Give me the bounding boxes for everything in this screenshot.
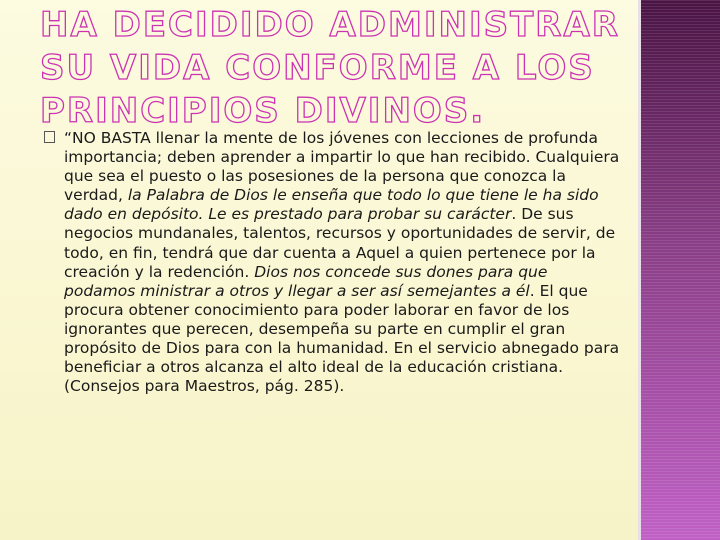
panel-stripe (641, 534, 720, 535)
italic-segment: Dios nos concede sus dones para que podamos ministrar a otros y llegar a ser así semejantes a él (64, 262, 548, 300)
panel-stripe (641, 375, 720, 376)
panel-stripe (641, 222, 720, 223)
panel-stripe (641, 345, 720, 346)
panel-stripe (641, 96, 720, 97)
panel-stripe (641, 423, 720, 424)
panel-stripe (641, 192, 720, 193)
panel-stripe (641, 441, 720, 442)
panel-stripe (641, 402, 720, 403)
panel-stripe (641, 507, 720, 508)
panel-stripe (641, 357, 720, 358)
panel-stripe (641, 30, 720, 31)
panel-stripe (641, 153, 720, 154)
panel-stripe (641, 267, 720, 268)
panel-stripe (641, 123, 720, 124)
panel-stripe (641, 171, 720, 172)
panel-stripe (641, 414, 720, 415)
panel-stripe (641, 138, 720, 139)
panel-stripe (641, 132, 720, 133)
text-segment: . De sus negocios mundanales, talentos, recursos y oportunidades de servir, de todo, en fin, tendrá que dar cuenta a Aquel a quien pertenece por la creación y la redención. (64, 205, 616, 281)
panel-stripe (641, 372, 720, 373)
panel-stripe (641, 60, 720, 61)
panel-stripe (641, 354, 720, 355)
panel-stripe (641, 12, 720, 13)
panel-stripe (641, 189, 720, 190)
panel-stripe (641, 66, 720, 67)
panel-stripe (641, 195, 720, 196)
panel-stripe (641, 282, 720, 283)
panel-stripe (641, 72, 720, 73)
panel-stripe (641, 303, 720, 304)
panel-stripe (641, 306, 720, 307)
panel-stripe (641, 420, 720, 421)
panel-stripe (641, 417, 720, 418)
panel-stripe (641, 429, 720, 430)
panel-stripe (641, 384, 720, 385)
panel-stripe (641, 456, 720, 457)
decorative-side-panel (641, 0, 720, 540)
panel-stripe (641, 342, 720, 343)
panel-stripe (641, 48, 720, 49)
panel-stripe (641, 216, 720, 217)
panel-stripe (641, 393, 720, 394)
panel-stripe (641, 207, 720, 208)
panel-stripe (641, 150, 720, 151)
panel-stripe (641, 480, 720, 481)
panel-stripe (641, 252, 720, 253)
panel-stripe (641, 453, 720, 454)
panel-stripe (641, 168, 720, 169)
panel-stripe (641, 276, 720, 277)
panel-stripe (641, 75, 720, 76)
panel-stripe (641, 162, 720, 163)
panel-stripe (641, 435, 720, 436)
panel-stripe (641, 348, 720, 349)
missing-glyph-icon (44, 131, 55, 143)
panel-stripe (641, 225, 720, 226)
panel-stripe (641, 147, 720, 148)
panel-stripe (641, 69, 720, 70)
panel-stripe (641, 54, 720, 55)
panel-stripe (641, 117, 720, 118)
panel-stripe (641, 366, 720, 367)
panel-stripe (641, 477, 720, 478)
panel-stripe (641, 309, 720, 310)
panel-stripe (641, 450, 720, 451)
panel-stripe (641, 378, 720, 379)
panel-stripe (641, 210, 720, 211)
panel-stripe (641, 432, 720, 433)
panel-stripe (641, 330, 720, 331)
panel-stripe (641, 474, 720, 475)
panel-stripe (641, 396, 720, 397)
panel-stripe (641, 198, 720, 199)
panel-stripe (641, 504, 720, 505)
panel-stripe (641, 489, 720, 490)
panel-stripe (641, 525, 720, 526)
panel-stripe (641, 108, 720, 109)
panel-stripe (641, 324, 720, 325)
text-segment: “NO BASTA llenar la mente de los jóvenes con lecciones de profunda importancia; deben aprender a impartir lo que han recibido. Cualquiera que sea el puesto o las posesiones de la persona que conozca la verdad, (64, 129, 620, 205)
panel-stripe (641, 126, 720, 127)
panel-stripe (641, 3, 720, 4)
panel-stripe (641, 471, 720, 472)
panel-stripe (641, 63, 720, 64)
panel-stripe (641, 39, 720, 40)
panel-stripe (641, 156, 720, 157)
panel-stripe (641, 180, 720, 181)
panel-stripe (641, 369, 720, 370)
panel-stripe (641, 243, 720, 244)
panel-stripe (641, 6, 720, 7)
panel-stripe (641, 492, 720, 493)
panel-stripe (641, 495, 720, 496)
panel-stripe (641, 288, 720, 289)
panel-stripe (641, 270, 720, 271)
panel-stripe (641, 219, 720, 220)
panel-stripe (641, 135, 720, 136)
panel-stripe (641, 390, 720, 391)
panel-stripe (641, 144, 720, 145)
panel-stripe (641, 291, 720, 292)
panel-stripe (641, 231, 720, 232)
panel-stripe (641, 513, 720, 514)
panel-stripe (641, 462, 720, 463)
panel-stripe (641, 519, 720, 520)
panel-stripe (641, 159, 720, 160)
panel-stripe (641, 234, 720, 235)
panel-stripe (641, 51, 720, 52)
panel-stripe (641, 327, 720, 328)
panel-stripe (641, 36, 720, 37)
panel-stripe (641, 501, 720, 502)
panel-stripe (641, 102, 720, 103)
panel-stripe (641, 201, 720, 202)
panel-stripe (641, 93, 720, 94)
slide-title: HA DECIDIDO ADMINISTRAR SU VIDA CONFORME A LOS PRINCIPIOS DIVINOS. (40, 5, 620, 131)
panel-stripe (641, 99, 720, 100)
panel-stripe (641, 81, 720, 82)
panel-stripe (641, 105, 720, 106)
panel-stripe (641, 246, 720, 247)
panel-stripe (641, 18, 720, 19)
panel-stripe (641, 351, 720, 352)
panel-stripe (641, 318, 720, 319)
panel-stripe (641, 426, 720, 427)
panel-stripe (641, 42, 720, 43)
panel-stripe (641, 213, 720, 214)
italic-segment: la Palabra de Dios le enseña que todo lo que tiene le ha sido dado en depósito. Le es prestado para probar su carácter (64, 186, 599, 224)
panel-stripe (641, 90, 720, 91)
panel-stripe (641, 279, 720, 280)
panel-stripe (641, 255, 720, 256)
panel-stripe (641, 84, 720, 85)
panel-stripe (641, 24, 720, 25)
panel-stripe (641, 258, 720, 259)
panel-stripe (641, 15, 720, 16)
panel-stripe (641, 399, 720, 400)
panel-stripe (641, 468, 720, 469)
panel-stripe (641, 387, 720, 388)
panel-stripe (641, 522, 720, 523)
panel-stripe (641, 363, 720, 364)
panel-stripe (641, 264, 720, 265)
panel-stripe (641, 408, 720, 409)
panel-stripe (641, 165, 720, 166)
panel-stripe (641, 285, 720, 286)
panel-stripe (641, 510, 720, 511)
panel-stripe (641, 498, 720, 499)
panel-stripe (641, 111, 720, 112)
panel-stripe (641, 297, 720, 298)
panel-stripe (641, 177, 720, 178)
panel-stripe (641, 45, 720, 46)
panel-stripe (641, 447, 720, 448)
panel-stripe (641, 300, 720, 301)
panel-stripe (641, 411, 720, 412)
panel-stripe (641, 27, 720, 28)
panel-stripe (641, 261, 720, 262)
panel-stripe (641, 0, 720, 1)
panel-stripe (641, 120, 720, 121)
panel-stripe (641, 459, 720, 460)
panel-stripe (641, 129, 720, 130)
panel-stripe (641, 240, 720, 241)
panel-stripe (641, 186, 720, 187)
panel-stripe (641, 228, 720, 229)
text-segment: . El que procura obtener conocimiento para poder laborar en favor de los ignorantes que perecen, desempeña su parte en cumplir el gran propósito de Dios para con la humanidad. En el servicio abnegado para beneficiar a otros alcanza el alto ideal de la educación cristiana. (Consejos para Maestros, pág. 285). (64, 281, 620, 396)
panel-stripe (641, 33, 720, 34)
panel-stripe (641, 321, 720, 322)
panel-stripe (641, 237, 720, 238)
panel-stripe (641, 537, 720, 538)
panel-stripe (641, 21, 720, 22)
bullet-text (64, 129, 620, 396)
panel-stripe (641, 360, 720, 361)
panel-stripe (641, 57, 720, 58)
panel-stripe (641, 87, 720, 88)
panel-stripe (641, 333, 720, 334)
panel-stripe (641, 183, 720, 184)
panel-stripe (641, 465, 720, 466)
panel-stripe (641, 9, 720, 10)
panel-stripe (641, 174, 720, 175)
panel-stripe (641, 528, 720, 529)
panel-stripe (641, 516, 720, 517)
panel-stripe (641, 114, 720, 115)
panel-stripe (641, 444, 720, 445)
panel-stripe (641, 204, 720, 205)
panel-stripe (641, 294, 720, 295)
panel-stripe (641, 483, 720, 484)
panel-stripe (641, 339, 720, 340)
panel-stripe (641, 438, 720, 439)
panel-stripe (641, 312, 720, 313)
panel-stripe (641, 315, 720, 316)
panel-stripe (641, 141, 720, 142)
panel-stripe (641, 273, 720, 274)
panel-stripe (641, 249, 720, 250)
panel-stripe (641, 531, 720, 532)
panel-stripe (641, 78, 720, 79)
panel-stripe (641, 405, 720, 406)
panel-stripe (641, 336, 720, 337)
panel-stripe (641, 381, 720, 382)
panel-stripe (641, 486, 720, 487)
